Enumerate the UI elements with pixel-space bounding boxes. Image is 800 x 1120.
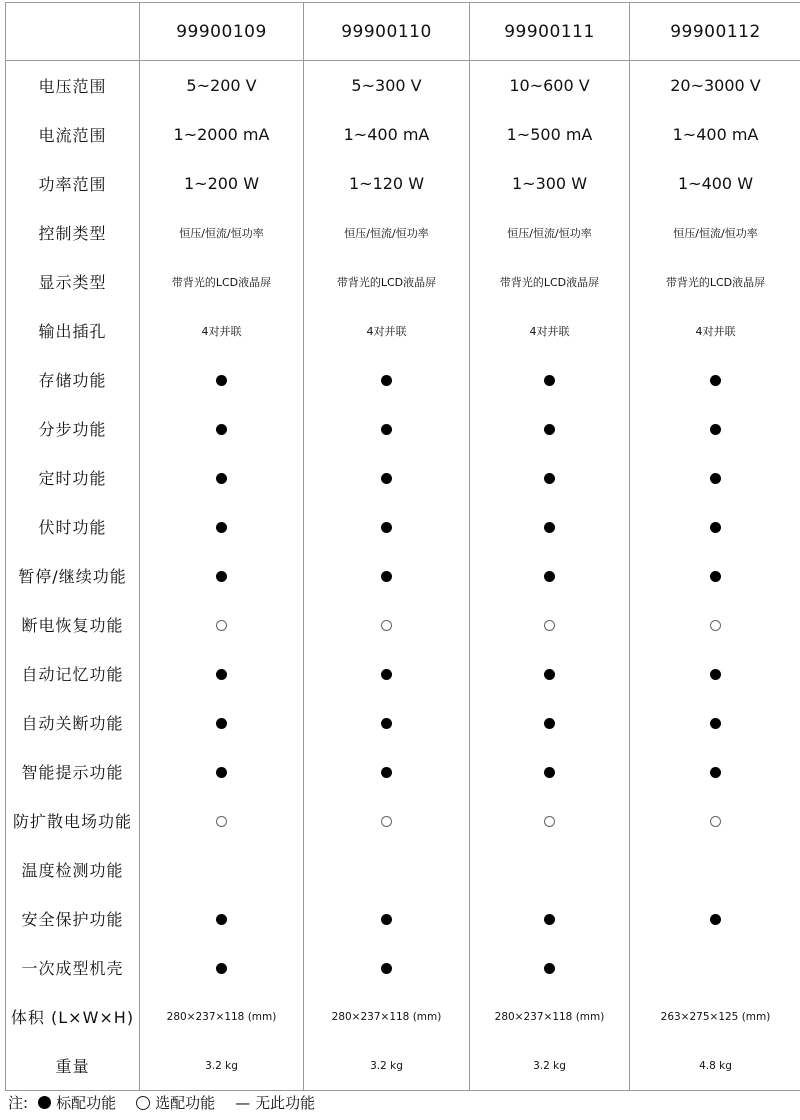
legend-prefix: 注: [8,1094,29,1112]
filled-dot-icon [710,669,721,680]
filled-dot-icon [381,473,392,484]
feature-cell [304,649,470,698]
row-label: 伏时功能 [6,502,140,551]
spec-row [6,306,800,355]
spec-value: 280×237×118 (mm) [304,992,470,1041]
filled-dot-icon [544,914,555,925]
filled-dot-icon [216,669,227,680]
feature-cell [630,747,800,796]
filled-dot-icon [38,1096,51,1109]
feature-cell [304,943,470,992]
spec-row [6,698,800,747]
feature-cell [630,551,800,600]
row-label: 安全保护功能 [6,894,140,943]
feature-cell [304,796,470,845]
spec-row [6,992,800,1041]
feature-cell [304,747,470,796]
feature-cell [140,502,304,551]
spec-body [6,61,800,1091]
spec-row [6,257,800,306]
feature-cell [470,502,630,551]
filled-dot-icon [381,571,392,582]
feature-cell [470,404,630,453]
row-label: 温度检测功能 [6,845,140,894]
feature-cell [470,796,630,845]
spec-row [6,747,800,796]
filled-dot-icon [381,522,392,533]
row-label: 断电恢复功能 [6,600,140,649]
filled-dot-icon [710,718,721,729]
feature-cell [470,943,630,992]
feature-cell [630,698,800,747]
spec-value: 10~600 V [470,61,630,111]
row-label: 分步功能 [6,404,140,453]
filled-dot-icon [216,522,227,533]
spec-value: 5~300 V [304,61,470,111]
filled-dot-icon [216,424,227,435]
legend-none: 无此功能 [255,1094,316,1112]
filled-dot-icon [710,767,721,778]
feature-cell [140,845,304,894]
spec-value: 1~2000 mA [140,110,304,159]
spec-value: 1~500 mA [470,110,630,159]
feature-cell [630,649,800,698]
spec-row [6,551,800,600]
spec-value: 带背光的LCD液晶屏 [304,257,470,306]
spec-value: 1~300 W [470,159,630,208]
spec-value: 4.8 kg [630,1041,800,1091]
spec-value: 带背光的LCD液晶屏 [140,257,304,306]
header-corner [6,3,140,61]
spec-row [6,1041,800,1091]
feature-cell [470,649,630,698]
hollow-circle-icon [710,620,721,631]
hollow-circle-icon [216,620,227,631]
hollow-circle-icon [381,620,392,631]
filled-dot-icon [544,571,555,582]
spec-value: 1~400 mA [304,110,470,159]
filled-dot-icon [544,375,555,386]
hollow-circle-icon [136,1096,150,1110]
filled-dot-icon [381,718,392,729]
row-label: 一次成型机壳 [6,943,140,992]
spec-row [6,355,800,404]
filled-dot-icon [544,473,555,484]
filled-dot-icon [216,718,227,729]
feature-cell [304,845,470,894]
row-label: 电压范围 [6,61,140,111]
feature-cell [140,453,304,502]
feature-cell [304,355,470,404]
spec-value: 4对并联 [304,306,470,355]
header-row [6,3,800,61]
filled-dot-icon [216,571,227,582]
feature-cell [140,698,304,747]
filled-dot-icon [381,375,392,386]
feature-cell [140,551,304,600]
spec-value: 1~120 W [304,159,470,208]
spec-value: 恒压/恒流/恒功率 [630,208,800,257]
filled-dot-icon [710,522,721,533]
row-label: 暂停/继续功能 [6,551,140,600]
filled-dot-icon [710,914,721,925]
hollow-circle-icon [381,816,392,827]
feature-cell [630,894,800,943]
filled-dot-icon [710,571,721,582]
legend [8,1092,315,1113]
feature-cell [140,404,304,453]
feature-cell [304,600,470,649]
filled-dot-icon [544,522,555,533]
filled-dot-icon [544,963,555,974]
filled-dot-icon [381,767,392,778]
row-label: 功率范围 [6,159,140,208]
feature-cell [304,502,470,551]
spec-row [6,894,800,943]
spec-value: 恒压/恒流/恒功率 [470,208,630,257]
filled-dot-icon [381,669,392,680]
filled-dot-icon [710,424,721,435]
filled-dot-icon [381,914,392,925]
spec-value: 4对并联 [630,306,800,355]
feature-cell [140,747,304,796]
spec-value: 20~3000 V [630,61,800,111]
spec-row [6,159,800,208]
feature-cell [140,796,304,845]
spec-value: 1~400 W [630,159,800,208]
feature-cell [470,845,630,894]
hollow-circle-icon [710,816,721,827]
feature-cell [140,355,304,404]
spec-value: 263×275×125 (mm) [630,992,800,1041]
feature-cell [630,355,800,404]
feature-cell [470,453,630,502]
feature-cell [470,600,630,649]
model-header: 99900110 [304,3,470,61]
feature-cell [304,453,470,502]
spec-value: 3.2 kg [140,1041,304,1091]
row-label: 电流范围 [6,110,140,159]
spec-value: 1~200 W [140,159,304,208]
feature-cell [304,698,470,747]
feature-cell [470,747,630,796]
row-label: 定时功能 [6,453,140,502]
feature-cell [470,894,630,943]
feature-cell [630,404,800,453]
spec-row [6,943,800,992]
filled-dot-icon [544,669,555,680]
feature-cell [140,600,304,649]
feature-cell [470,698,630,747]
spec-row [6,649,800,698]
spec-row [6,208,800,257]
filled-dot-icon [216,473,227,484]
spec-value: 280×237×118 (mm) [470,992,630,1041]
feature-cell [630,453,800,502]
row-label: 自动记忆功能 [6,649,140,698]
feature-cell [140,649,304,698]
hollow-circle-icon [216,816,227,827]
spec-row [6,502,800,551]
feature-cell [630,600,800,649]
filled-dot-icon [544,718,555,729]
hollow-circle-icon [544,816,555,827]
model-header: 99900109 [140,3,304,61]
feature-cell [304,404,470,453]
spec-value: 4对并联 [140,306,304,355]
feature-cell [140,943,304,992]
row-label: 防扩散电场功能 [6,796,140,845]
model-header: 99900111 [470,3,630,61]
row-label: 重量 [6,1041,140,1091]
row-label: 输出插孔 [6,306,140,355]
filled-dot-icon [710,375,721,386]
row-label: 存储功能 [6,355,140,404]
filled-dot-icon [216,914,227,925]
row-label: 自动关断功能 [6,698,140,747]
spec-value: 5~200 V [140,61,304,111]
row-label: 显示类型 [6,257,140,306]
feature-cell [630,943,800,992]
spec-value: 带背光的LCD液晶屏 [470,257,630,306]
feature-cell [630,845,800,894]
spec-row [6,110,800,159]
feature-cell [304,551,470,600]
row-label: 控制类型 [6,208,140,257]
spec-row [6,845,800,894]
filled-dot-icon [710,473,721,484]
legend-standard: 标配功能 [56,1094,117,1112]
spec-row [6,453,800,502]
spec-value: 3.2 kg [304,1041,470,1091]
spec-row [6,61,800,111]
spec-table [5,2,800,1091]
spec-value: 4对并联 [470,306,630,355]
legend-optional: 选配功能 [155,1094,216,1112]
dash-symbol: — [235,1093,251,1112]
spec-value: 3.2 kg [470,1041,630,1091]
filled-dot-icon [216,767,227,778]
feature-cell [630,796,800,845]
spec-value: 恒压/恒流/恒功率 [304,208,470,257]
filled-dot-icon [216,375,227,386]
filled-dot-icon [544,767,555,778]
row-label: 智能提示功能 [6,747,140,796]
spec-row [6,600,800,649]
feature-cell [304,894,470,943]
spec-row [6,796,800,845]
feature-cell [140,894,304,943]
spec-value: 1~400 mA [630,110,800,159]
filled-dot-icon [544,424,555,435]
feature-cell [470,551,630,600]
spec-value: 280×237×118 (mm) [140,992,304,1041]
spec-row [6,404,800,453]
row-label: 体积 (L×W×H) [6,992,140,1041]
filled-dot-icon [216,963,227,974]
filled-dot-icon [381,424,392,435]
hollow-circle-icon [544,620,555,631]
filled-dot-icon [381,963,392,974]
model-header: 99900112 [630,3,800,61]
spec-value: 恒压/恒流/恒功率 [140,208,304,257]
spec-value: 带背光的LCD液晶屏 [630,257,800,306]
feature-cell [630,502,800,551]
feature-cell [470,355,630,404]
